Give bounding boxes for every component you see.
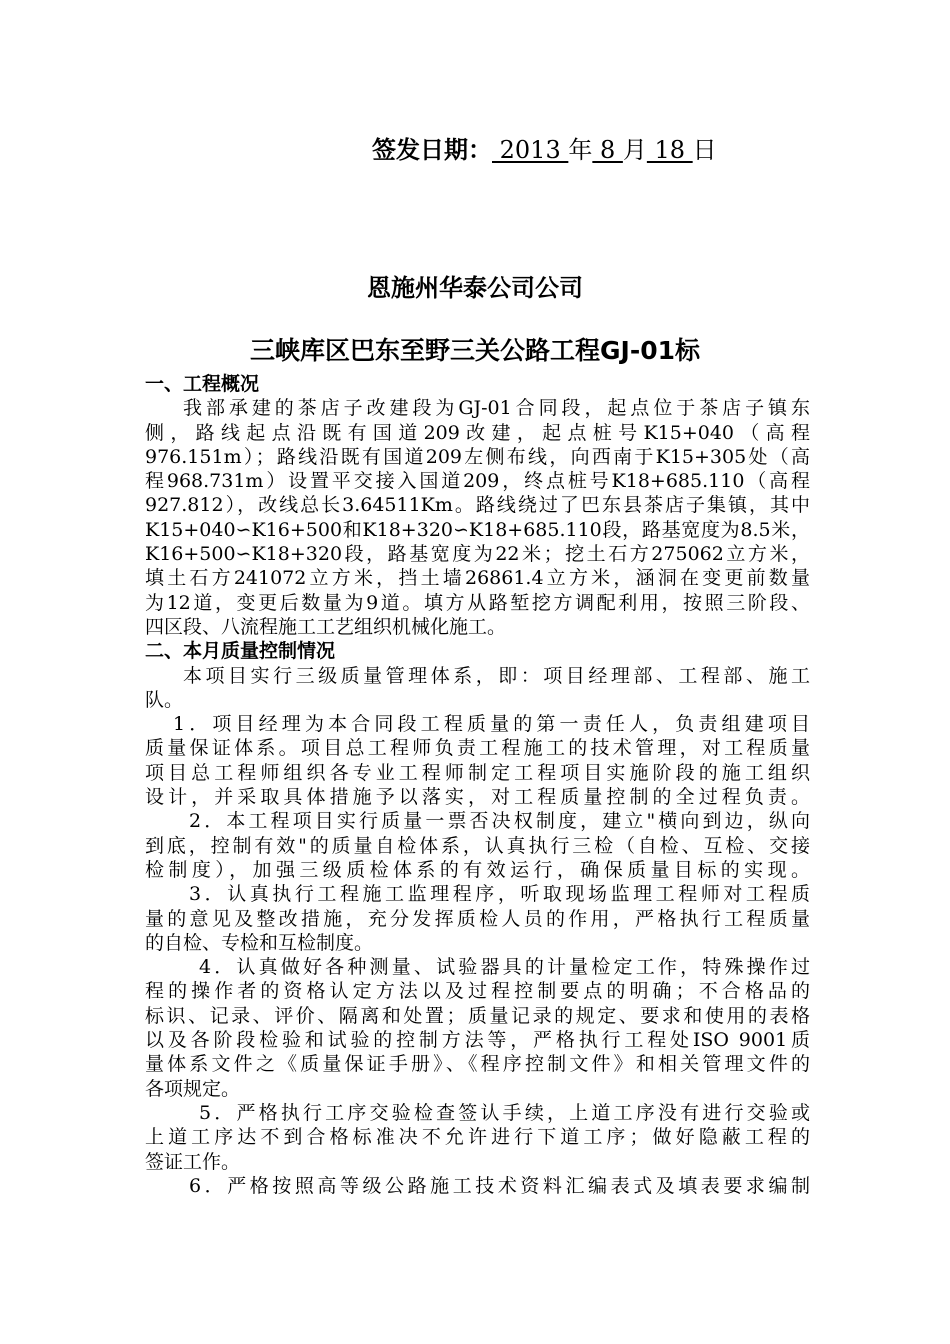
paragraph-line: 质量保证体系。项目总工程师负责工程施工的技术管理，对工程质量: [145, 737, 810, 760]
issue-date: [372, 130, 717, 165]
paragraph-line: 6．严格按照高等级公路施工技术资料汇编表式及填表要求编制: [189, 1174, 810, 1197]
issue-date-day: 18: [646, 136, 693, 164]
paragraph-line: 签证工作。: [145, 1150, 241, 1173]
paragraph-line: 上道工序达不到合格标准决不允许进行下道工序；做好隐蔽工程的: [145, 1126, 810, 1149]
paragraph-line: 2．本工程项目实行质量一票否决权制度，建立"横向到边，纵向: [189, 810, 810, 833]
issue-date-day-unit: 日: [692, 136, 717, 164]
paragraph-line: 设计，并采取具体措施予以落实，对工程质量控制的全过程负责。: [145, 786, 810, 809]
project-title: 三峡库区巴东至野三关公路工程GJ-01标: [250, 336, 700, 365]
paragraph-line: 标识、记录、评价、隔离和处置；质量记录的规定、要求和使用的表格: [145, 1004, 810, 1027]
issue-date-year-unit: 年: [568, 136, 593, 164]
paragraph-line: 本项目实行三级质量管理体系，即：项目经理部、工程部、施工: [183, 664, 810, 687]
paragraph-line: 四区段、八流程施工工艺组织机械化施工。: [145, 615, 507, 638]
paragraph-line: 为12道，变更后数量为9道。填方从路堑挖方调配利用，按照三阶段、: [145, 591, 810, 614]
paragraph-line: 的自检、专检和互检制度。: [145, 931, 374, 954]
paragraph-line: 检制度），加强三级质检体系的有效运行，确保质量目标的实现。: [145, 858, 810, 881]
paragraph-line: 1．项目经理为本合同段工程质量的第一责任人，负责组建项目: [173, 713, 810, 736]
issue-date-label: 签发日期：: [372, 136, 492, 164]
paragraph-line: 队。: [145, 688, 184, 711]
paragraph-line: 我部承建的茶店子改建段为GJ-01合同段，起点位于茶店子镇东: [183, 397, 810, 420]
issue-date-month-unit: 月: [622, 136, 647, 164]
paragraph-line: 量体系文件之《质量保证手册》、《程序控制文件》和相关管理文件的: [145, 1053, 810, 1076]
paragraph-line: 以及各阶段检验和试验的控制方法等，严格执行工程处ISO 9001质: [145, 1029, 810, 1052]
company-name: 恩施州华泰公司公司: [367, 274, 583, 302]
paragraph-line: 程968.731m）设置平交接入国道209，终点桩号K18+685.110（高程: [145, 470, 810, 493]
section-heading-quality-control: 二、本月质量控制情况: [145, 640, 336, 663]
paragraph-line: 976.151m）；路线沿既有国道209左侧布线，向西南于K15+305处（高: [145, 445, 810, 468]
paragraph-line: K15+040∽K16+500和K18+320∽K18+685.110段，路基宽度为8.5米，: [145, 518, 810, 541]
section-heading-overview: 一、工程概况: [145, 373, 260, 395]
paragraph-line: 侧，路线起点沿既有国道209改建，起点桩号K15+040（高程: [145, 421, 810, 444]
paragraph-line: K16+500∽K18+320段，路基宽度为22米；挖土石方275062立方米，: [145, 543, 810, 566]
paragraph-line: 927.812），改线总长3.64511Km。路线绕过了巴东县茶店子集镇，其中: [145, 494, 810, 517]
paragraph-line: 项目总工程师组织各专业工程师制定工程项目实施阶段的施工组织: [145, 761, 810, 784]
paragraph-line: 4．认真做好各种测量、试验器具的计量检定工作，特殊操作过: [199, 956, 810, 979]
paragraph-line: 3．认真执行工程施工监理程序，听取现场监理工程师对工程质: [189, 883, 810, 906]
issue-date-month: 8: [592, 136, 623, 164]
paragraph-line: 各项规定。: [145, 1077, 241, 1100]
paragraph-line: 到底，控制有效"的质量自检体系，认真执行三检（自检、互检、交接: [145, 834, 810, 857]
issue-date-year: 2013: [492, 136, 569, 164]
paragraph-line: 填土石方241072立方米，挡土墙26861.4立方米，涵洞在变更前数量: [145, 567, 810, 590]
paragraph-line: 程的操作者的资格认定方法以及过程控制要点的明确；不合格品的: [145, 980, 810, 1003]
paragraph-line: 量的意见及整改措施，充分发挥质检人员的作用，严格执行工程质量: [145, 907, 810, 930]
report-body: [145, 372, 810, 1198]
paragraph-line: 5．严格执行工序交验检查签认手续，上道工序没有进行交验或: [199, 1101, 810, 1124]
